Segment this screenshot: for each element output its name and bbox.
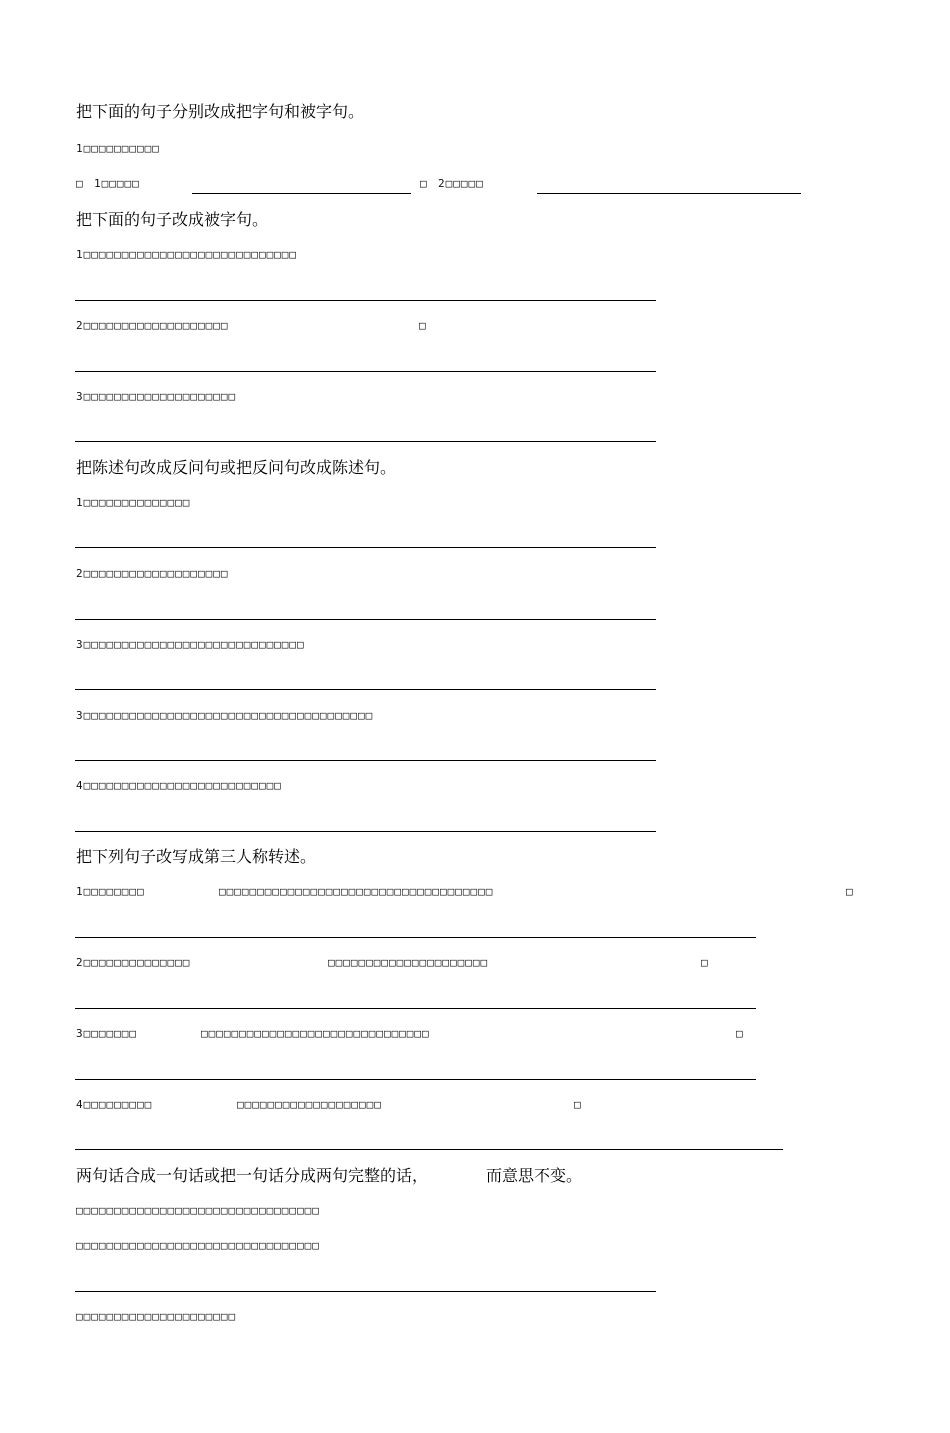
answer-line[interactable]	[75, 441, 656, 442]
question-text: 3□□□□□□□□□□□□□□□□□□□□□□□□□□□□□□□□□□□□□□	[76, 709, 374, 722]
question-text: □□□□□□□□□□□□□□□□□□□□□□□□□□□□□□	[201, 1027, 430, 1040]
question-label: 2□□□□□□□□□□□□□□	[76, 956, 191, 969]
answer-line[interactable]	[537, 193, 801, 194]
bullet-marker: □	[419, 319, 427, 332]
section-heading-continuation: 而意思不变。	[486, 1166, 583, 1185]
answer-line[interactable]	[75, 1149, 783, 1150]
question-text: □□□□□□□□□□□□□□□□□□□□□□□□□□□□□□□□□□□□	[219, 885, 494, 898]
bullet-marker: □	[701, 956, 709, 969]
question-text: 2□□□□□□□□□□□□□□□□□□□	[76, 567, 229, 580]
question-label: 1□□□□□	[94, 177, 140, 190]
question-text: 3□□□□□□□□□□□□□□□□□□□□	[76, 390, 237, 403]
answer-line[interactable]	[75, 1291, 656, 1292]
question-text: 4□□□□□□□□□□□□□□□□□□□□□□□□□□	[76, 779, 282, 792]
bullet-marker: □	[846, 885, 854, 898]
answer-line[interactable]	[75, 300, 656, 301]
answer-line[interactable]	[192, 193, 411, 194]
answer-line[interactable]	[75, 619, 656, 620]
bullet-marker: □	[736, 1027, 744, 1040]
bullet-marker: □	[574, 1098, 582, 1111]
question-text: 1□□□□□□□□□□□□□□	[76, 496, 191, 509]
answer-line[interactable]	[75, 937, 756, 938]
answer-line[interactable]	[75, 689, 656, 690]
section-heading: 把下面的句子分别改成把字句和被字句。	[76, 102, 365, 121]
answer-line[interactable]	[75, 547, 656, 548]
bullet-marker: □	[76, 177, 84, 190]
answer-line[interactable]	[75, 1008, 756, 1009]
answer-line[interactable]	[75, 831, 656, 832]
section-heading: 把下面的句子改成被字句。	[76, 210, 269, 229]
question-label: 3□□□□□□□	[76, 1027, 137, 1040]
question-text: 1□□□□□□□□□□	[76, 142, 160, 155]
bullet-marker: □	[420, 177, 428, 190]
answer-line[interactable]	[75, 371, 656, 372]
answer-line[interactable]	[75, 760, 656, 761]
section-heading: 把下列句子改写成第三人称转述。	[76, 847, 317, 866]
question-text: 3□□□□□□□□□□□□□□□□□□□□□□□□□□□□□	[76, 638, 305, 651]
question-text: 2□□□□□□□□□□□□□□□□□□□	[76, 319, 229, 332]
question-label: 4□□□□□□□□□	[76, 1098, 153, 1111]
answer-line[interactable]	[75, 1079, 756, 1080]
question-label: 1□□□□□□□□	[76, 885, 145, 898]
question-text: □□□□□□□□□□□□□□□□□□□□□	[76, 1310, 237, 1323]
section-heading: 两句话合成一句话或把一句话分成两句完整的话，	[76, 1166, 429, 1185]
question-text: □□□□□□□□□□□□□□□□□□□□□□□□□□□□□□□□	[76, 1204, 320, 1217]
question-text: 1□□□□□□□□□□□□□□□□□□□□□□□□□□□□	[76, 248, 298, 261]
question-text: □□□□□□□□□□□□□□□□□□□□□□□□□□□□□□□□	[76, 1239, 320, 1252]
question-text: □□□□□□□□□□□□□□□□□□□	[237, 1098, 382, 1111]
section-heading: 把陈述句改成反问句或把反问句改成陈述句。	[76, 458, 397, 477]
question-label: 2□□□□□	[438, 177, 484, 190]
question-text: □□□□□□□□□□□□□□□□□□□□□	[328, 956, 489, 969]
